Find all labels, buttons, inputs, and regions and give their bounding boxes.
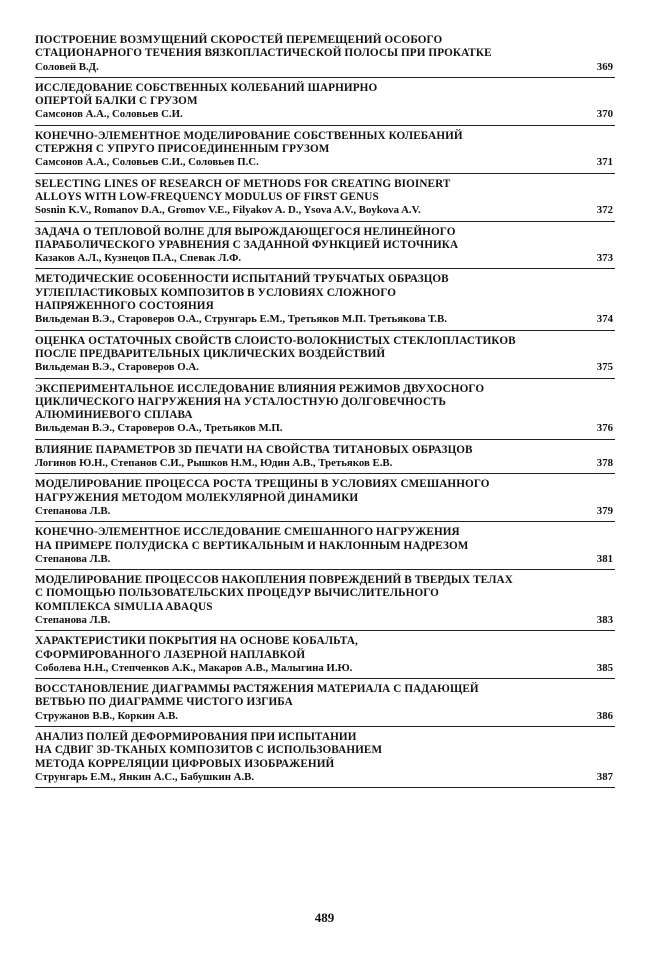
entry-title-line: СФОРМИРОВАННОГО ЛАЗЕРНОЙ НАПЛАВКОЙ	[35, 648, 306, 661]
entry-title-line: SELECTING LINES OF RESEARCH OF METHODS FOR CREATING BIOINERT	[35, 177, 451, 190]
page-number: 489	[314, 910, 335, 925]
entry-title-line: ПАРАБОЛИЧЕСКОГО УРАВНЕНИЯ С ЗАДАННОЙ ФУНКЦИЕЙ ИСТОЧНИКА	[35, 238, 459, 251]
entry-title-line: НАГРУЖЕНИЯ МЕТОДОМ МОЛЕКУЛЯРНОЙ ДИНАМИКИ	[35, 491, 359, 504]
toc-entry	[35, 679, 615, 727]
entry-authors: Струнгарь Е.М., Янкин А.С., Бабушкин А.В.	[35, 770, 255, 783]
toc-entry	[35, 174, 615, 222]
entry-title-line: НАПРЯЖЕННОГО СОСТОЯНИЯ	[35, 300, 214, 313]
entry-authors: Степанова Л.В.	[35, 504, 111, 517]
entry-title-line: ПОСТРОЕНИЕ ВОЗМУЩЕНИЙ СКОРОСТЕЙ ПЕРЕМЕЩЕНИЙ ОСОБОГО	[35, 34, 443, 46]
toc-entry	[35, 331, 615, 379]
entry-author-row	[35, 204, 615, 217]
entry-title-line: ALLOYS WITH LOW-FREQUENCY MODULUS OF FIRST GENUS	[35, 190, 379, 203]
entry-page-number: 374	[596, 313, 613, 326]
toc-entry	[35, 570, 615, 631]
entry-authors: Соболева Н.Н., Степченков А.К., Макаров А.В., Малыгина И.Ю.	[35, 661, 353, 674]
entry-title-line: ЗАДАЧА О ТЕПЛОВОЙ ВОЛНЕ ДЛЯ ВЫРОЖДАЮЩЕГОСЯ НЕЛИНЕЙНОГО	[35, 225, 456, 238]
entry-page-number: 385	[596, 661, 613, 674]
entry-authors: Самсонов А.А., Соловьев С.И.	[35, 108, 183, 121]
entry-title-line: НА СДВИГ 3D-ТКАНЫХ КОМПОЗИТОВ С ИСПОЛЬЗОВАНИЕМ	[35, 744, 383, 757]
entry-page-number: 381	[596, 552, 613, 565]
entry-authors: Самсонов А.А., Соловьев С.И., Соловьев П.С.	[35, 156, 259, 169]
entry-title-line: МЕТОДА КОРРЕЛЯЦИИ ЦИФРОВЫХ ИЗОБРАЖЕНИЙ	[35, 757, 335, 770]
entry-title-line: КОМПЛЕКСА SIMULIA ABAQUS	[35, 600, 213, 613]
entry-title-line: ВЛИЯНИЕ ПАРАМЕТРОВ 3D ПЕЧАТИ НА СВОЙСТВА ТИТАНОВЫХ ОБРАЗЦОВ	[35, 443, 473, 456]
toc-entry	[35, 631, 615, 679]
entry-title-line: УГЛЕПЛАСТИКОВЫХ КОМПОЗИТОВ В УСЛОВИЯХ СЛОЖНОГО	[35, 286, 397, 299]
entry-title-line: СТАЦИОНАРНОГО ТЕЧЕНИЯ ВЯЗКОПЛАСТИЧЕСКОЙ ПОЛОСЫ ПРИ ПРОКАТКЕ	[35, 47, 492, 60]
entry-page-number: 372	[596, 204, 613, 217]
entry-author-row	[35, 156, 615, 169]
toc-entry	[35, 727, 615, 788]
toc-entry	[35, 440, 615, 475]
entry-title-line: МОДЕЛИРОВАНИЕ ПРОЦЕССА РОСТА ТРЕЩИНЫ В УСЛОВИЯХ СМЕШАННОГО	[35, 478, 490, 491]
entry-title-line: МЕТОДИЧЕСКИЕ ОСОБЕННОСТИ ИСПЫТАНИЙ ТРУБЧАТЫХ ОБРАЗЦОВ	[35, 273, 449, 286]
entry-author-row	[35, 614, 615, 627]
entry-page-number: 386	[596, 709, 613, 722]
entry-author-row	[35, 422, 615, 435]
entry-page-number: 375	[596, 361, 613, 374]
entry-authors: Соловей В.Д.	[35, 60, 99, 73]
entry-author-row	[35, 710, 615, 723]
entry-title-line: ВОССТАНОВЛЕНИЕ ДИАГРАММЫ РАСТЯЖЕНИЯ МАТЕРИАЛА С ПАДАЮЩЕЙ	[35, 683, 479, 696]
entry-title-line: КОНЕЧНО-ЭЛЕМЕНТНОЕ ИССЛЕДОВАНИЕ СМЕШАННОГО НАГРУЖЕНИЯ	[35, 526, 460, 539]
entry-author-row	[35, 771, 615, 784]
toc-entry	[35, 269, 615, 330]
entry-page-number: 369	[596, 60, 613, 73]
entry-title-line: АЛЮМИНИЕВОГО СПЛАВА	[35, 409, 193, 422]
entry-page-number: 383	[596, 613, 613, 626]
entry-title-line: КОНЕЧНО-ЭЛЕМЕНТНОЕ МОДЕЛИРОВАНИЕ СОБСТВЕННЫХ КОЛЕБАНИЙ	[35, 129, 463, 142]
entry-page-number: 373	[596, 252, 613, 265]
entry-authors: Sosnin K.V., Romanov D.A., Gromov V.E., Filyakov A. D., Ysova A.V., Boykova A.V.	[35, 204, 421, 217]
entry-author-row	[35, 505, 615, 518]
entry-page-number: 376	[596, 422, 613, 435]
entry-title-line: СТЕРЖНЯ С УПРУГО ПРИСОЕДИНЕННЫМ ГРУЗОМ	[35, 143, 330, 156]
toc-entry	[35, 78, 615, 126]
entry-title-line: ВЕТВЬЮ ПО ДИАГРАММЕ ЧИСТОГО ИЗГИБА	[35, 696, 293, 709]
entry-author-row	[35, 252, 615, 265]
entry-title-line: ИССЛЕДОВАНИЕ СОБСТВЕННЫХ КОЛЕБАНИЙ ШАРНИРНО	[35, 81, 378, 94]
table-of-contents	[35, 34, 615, 788]
entry-author-row	[35, 61, 615, 74]
entry-authors: Степанова Л.В.	[35, 613, 111, 626]
entry-authors: Логинов Ю.Н., Степанов С.И., Рышков Н.М., Юдин А.В., Третьяков Е.В.	[35, 457, 393, 470]
entry-author-row	[35, 313, 615, 326]
entry-title-line: ОЦЕНКА ОСТАТОЧНЫХ СВОЙСТВ СЛОИСТО-ВОЛОКНИСТЫХ СТЕКЛОПЛАСТИКОВ	[35, 334, 516, 347]
entry-page-number: 378	[596, 457, 613, 470]
toc-entry	[35, 474, 615, 522]
toc-entry	[35, 222, 615, 270]
entry-title-line: ОПЕРТОЙ БАЛКИ С ГРУЗОМ	[35, 95, 198, 108]
entry-title-line: ПОСЛЕ ПРЕДВАРИТЕЛЬНЫХ ЦИКЛИЧЕСКИХ ВОЗДЕЙСТВИЙ	[35, 347, 386, 360]
entry-page-number: 371	[596, 156, 613, 169]
entry-authors: Вильдеман В.Э., Староверов О.А., Третьяков М.П.	[35, 422, 283, 435]
entry-page-number: 370	[596, 108, 613, 121]
entry-title-line: АНАЛИЗ ПОЛЕЙ ДЕФОРМИРОВАНИЯ ПРИ ИСПЫТАНИИ	[35, 731, 357, 744]
entry-author-row	[35, 108, 615, 121]
entry-authors: Вильдеман В.Э., Староверов О.А.	[35, 361, 199, 374]
entry-page-number: 379	[596, 504, 613, 517]
entry-title-line: ЦИКЛИЧЕСКОГО НАГРУЖЕНИЯ НА УСТАЛОСТНУЮ ДОЛГОВЕЧНОСТЬ	[35, 395, 447, 408]
entry-title-line: НА ПРИМЕРЕ ПОЛУДИСКА С ВЕРТИКАЛЬНЫМ И НАКЛОННЫМ НАДРЕЗОМ	[35, 539, 469, 552]
entry-author-row	[35, 361, 615, 374]
toc-entry	[35, 522, 615, 570]
toc-entry	[35, 126, 615, 174]
entry-author-row	[35, 553, 615, 566]
entry-author-row	[35, 457, 615, 470]
entry-title-line: МОДЕЛИРОВАНИЕ ПРОЦЕССОВ НАКОПЛЕНИЯ ПОВРЕЖДЕНИЙ В ТВЕРДЫХ ТЕЛАХ	[35, 574, 513, 587]
entry-authors: Вильдеман В.Э., Староверов О.А., Струнгарь Е.М., Третьяков М.П. Третьякова Т.В.	[35, 313, 447, 326]
entry-authors: Казаков А.Л., Кузнецов П.А., Спевак Л.Ф.	[35, 252, 242, 265]
entry-page-number: 387	[596, 770, 613, 783]
entry-authors: Степанова Л.В.	[35, 552, 111, 565]
entry-title-line: С ПОМОЩЬЮ ПОЛЬЗОВАТЕЛЬСКИХ ПРОЦЕДУР ВЫЧИСЛИТЕЛЬНОГО	[35, 587, 439, 600]
entry-author-row	[35, 662, 615, 675]
toc-entry	[35, 34, 615, 78]
entry-title-line: ЭКСПЕРИМЕНТАЛЬНОЕ ИССЛЕДОВАНИЕ ВЛИЯНИЯ РЕЖИМОВ ДВУХОСНОГО	[35, 382, 485, 395]
toc-entry	[35, 379, 615, 440]
entry-authors: Стружанов В.В., Коркин А.В.	[35, 709, 178, 722]
entry-title-line: ХАРАКТЕРИСТИКИ ПОКРЫТИЯ НА ОСНОВЕ КОБАЛЬТА,	[35, 635, 358, 648]
